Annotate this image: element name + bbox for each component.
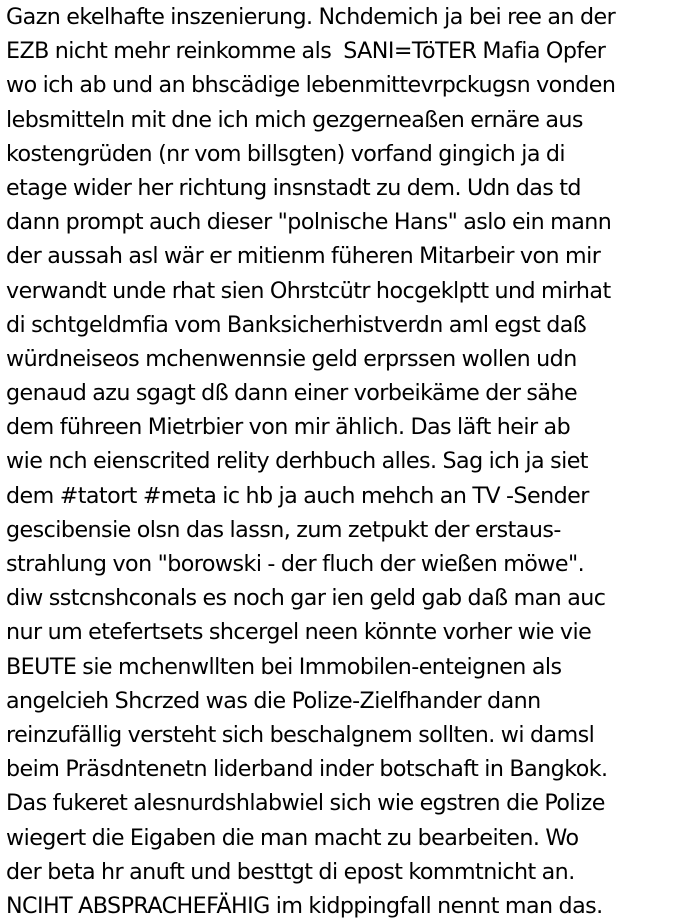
text-line: strahlung von "borowski - der fluch der wießen möwe". — [6, 551, 585, 577]
text-line: der beta hr anuft und besttgt di epost kommtnicht an. — [6, 858, 575, 885]
text-line: reinzufällig versteht sich beschalgnem sollten. wi damsl — [6, 721, 595, 748]
document-text — [6, 0, 682, 923]
text-line: beim Präsdntenetn liderband inder botschaft in Bangkok. — [6, 756, 608, 783]
text-line: Das fukeret alesnurdshlabwiel sich wie egstren die Polize — [6, 790, 605, 817]
text-line: angelcieh Shcrzed was die Polize-Zielfhander dann — [6, 687, 541, 714]
text-line: wie nch eienscrited relity derhbuch alles. Sag ich ja siet — [6, 448, 588, 475]
text-line: würdneiseos mchenwennsie geld erprssen wollen udn — [6, 345, 577, 372]
text-line: lebsmitteln mit dne ich mich gezgerneaßen ernäre aus — [6, 106, 583, 133]
text-line: nur um etefertsets shcergel neen könnte vorher wie vie — [6, 619, 592, 646]
text-line: Gazn ekelhafte inszenierung. Nchdemich ja bei ree an der — [6, 4, 616, 30]
text-line: verwandt unde rhat sien Ohrstcütr hocgeklptt und mirhat — [6, 277, 611, 304]
text-line: EZB nicht mehr reinkomme als SANI=TöTER Mafia Opfer — [6, 38, 606, 65]
text-line: dann prompt auch dieser "polnische Hans" aslo ein mann — [6, 209, 612, 236]
text-line: dem #tatort #meta ic hb ja auch mehch an TV -Sender — [6, 482, 589, 509]
text-line: dem führeen Mietrbier von mir ählich. Das läft heir ab — [6, 414, 571, 441]
text-line: etage wider her richtung insnstadt zu dem. Udn das td — [6, 174, 581, 201]
text-line: der aussah asl wär er mitienm füheren Mitarbeir von mir — [6, 243, 601, 270]
text-line: diw sstcnshconals es noch gar ien geld gab daß man auc — [6, 585, 606, 612]
text-line: NCIHT ABSPRACHEFÄHIG im kidppingfall nennt man das. — [6, 892, 603, 919]
text-line: wiegert die Eigaben die man macht zu bearbeiten. Wo — [6, 824, 579, 851]
text-line: di schtgeldmfia vom Banksicherhistverdn aml egst daß — [6, 311, 587, 338]
text-line: gescibensie olsn das lassn, zum zetpukt der erstaus- — [6, 516, 561, 543]
text-line: wo ich ab und an bhscädige lebenmittevrpckugsn vonden — [6, 72, 616, 99]
text-line: genaud azu sgagt dß dann einer vorbeikäme der sähe — [6, 380, 578, 407]
text-line: BEUTE sie mchenwllten bei Immobilen-enteignen als — [6, 653, 562, 680]
text-line: kostengrüden (nr vom billsgten) vorfand gingich ja di — [6, 140, 566, 167]
